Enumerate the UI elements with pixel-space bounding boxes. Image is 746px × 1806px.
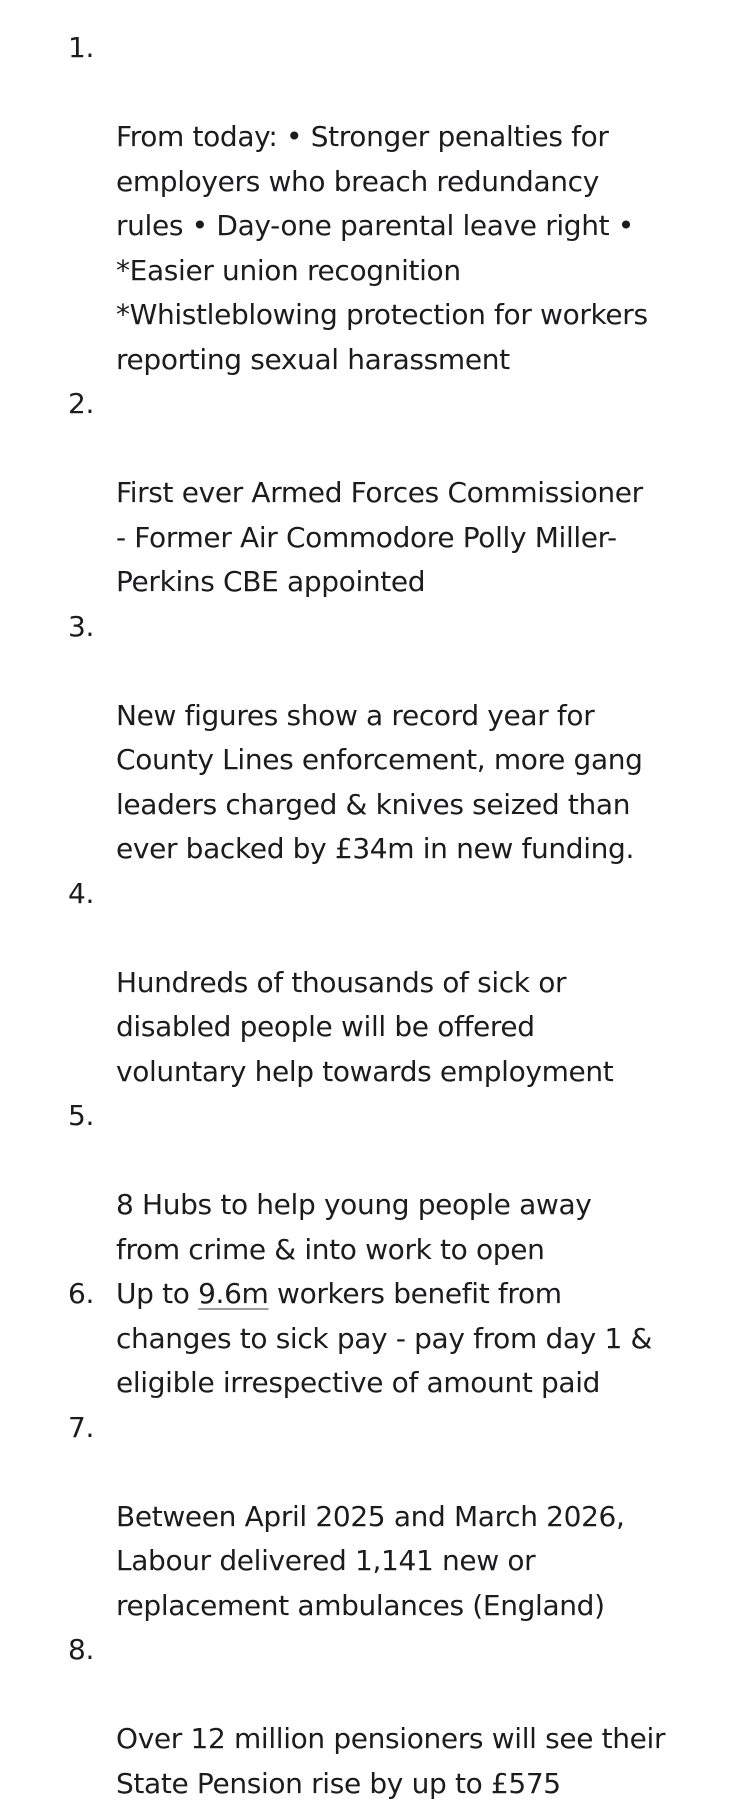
list-item — [0, 26, 746, 382]
detected-number-link[interactable]: 9.6m — [198, 1277, 269, 1310]
list-item-text: From today: • Stronger penalties for employers who breach redundancy rules • Day-one parental leave right • *Easier union recognition *Whistleblowing protection for workers reporting sexual harassment — [116, 120, 648, 376]
list-item-text: New figures show a record year for County Lines enforcement, more gang leaders charged & knives seized than ever backed by £34m in new funding. — [116, 698, 643, 865]
list-item-text: 8 Hubs to help young people away from crime & into work to open — [116, 1188, 592, 1266]
list-item-text: Between April 2025 and March 2026, Labour delivered 1,141 new or replacement ambulances (England) — [116, 1499, 625, 1622]
numbered-list — [0, 26, 746, 1806]
list-item-number: 4. — [68, 876, 95, 910]
list-item-text-before: Up to — [116, 1277, 199, 1310]
list-item-text: Over 12 million pensioners will see their State Pension rise by up to £575 — [116, 1722, 666, 1800]
list-item-text: First ever Armed Forces Commissioner - Former Air Commodore Polly Miller- Perkins CBE appointed — [116, 476, 643, 598]
list-item-text-after: workers benefit from changes to sick pay - pay from day 1 & eligible irrespective of amount paid — [116, 1277, 652, 1399]
list-item — [0, 1628, 746, 1806]
list-item-number: 8. — [68, 1633, 95, 1666]
list-item — [0, 872, 746, 1095]
list-item — [0, 382, 746, 605]
list-item-number: 5. — [68, 1099, 95, 1132]
list-item — [0, 1272, 746, 1406]
list-item — [0, 1406, 746, 1629]
list-item-text: Hundreds of thousands of sick or disabled people will be offered voluntary help towards employment — [116, 965, 614, 1088]
list-item-number: 2. — [68, 387, 95, 420]
list-item-number: 1. — [68, 31, 95, 64]
list-item-number: 7. — [68, 1410, 95, 1444]
list-item-number: 3. — [68, 609, 95, 643]
list-item — [0, 605, 746, 872]
list-item — [0, 1094, 746, 1272]
list-item-number: 6. — [68, 1277, 95, 1310]
